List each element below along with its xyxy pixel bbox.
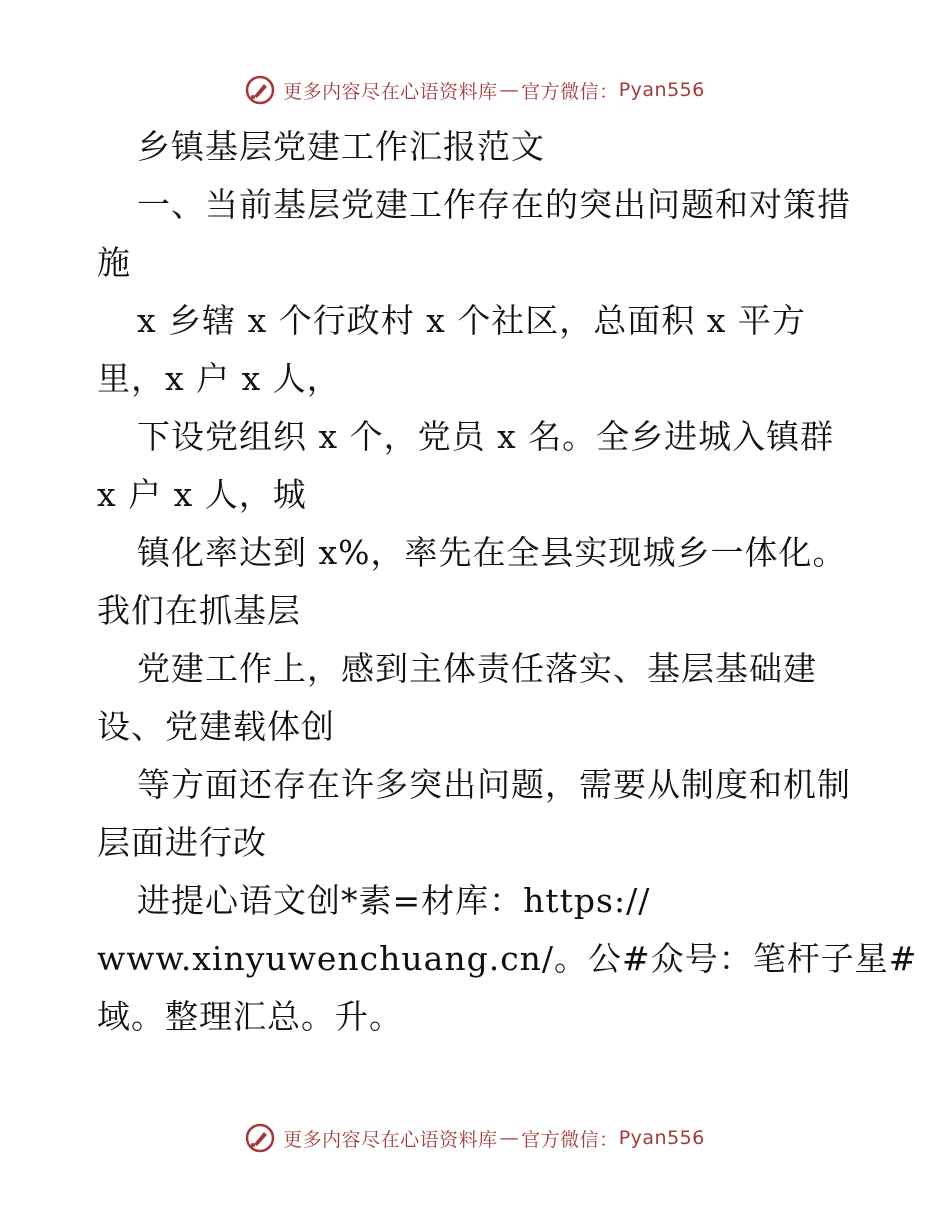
text-line: 我们在抓基层 bbox=[97, 591, 301, 630]
footer-banner bbox=[0, 1118, 950, 1158]
banner-wechat-label: 官方微信： bbox=[521, 80, 619, 103]
banner-text: 更多内容尽在心语资料库 bbox=[283, 1128, 498, 1151]
pen-nib-icon bbox=[245, 75, 275, 105]
section-heading: 一、当前基层党建工作存在的突出问题和对策措 bbox=[137, 185, 851, 224]
text-line: 施 bbox=[97, 243, 131, 282]
text-line: 等方面还存在许多突出问题，需要从制度和机制 bbox=[137, 765, 851, 804]
pen-nib-icon bbox=[245, 1123, 275, 1153]
banner-separator: — bbox=[499, 1127, 520, 1149]
text-line: 党建工作上，感到主体责任落实、基层基础建 bbox=[137, 649, 817, 688]
text-line: 设、党建载体创 bbox=[97, 707, 335, 746]
banner-wechat-label: 官方微信： bbox=[521, 1128, 619, 1151]
text-line: 层面进行改 bbox=[97, 823, 267, 862]
text-line: 镇化率达到 x%，率先在全县实现城乡一体化。 bbox=[137, 533, 847, 572]
text-line: 里，x 户 x 人， bbox=[97, 359, 341, 398]
banner-wechat-id: Pyan556 bbox=[618, 1127, 705, 1149]
text-line: 域。整理汇总。升。 bbox=[97, 997, 403, 1036]
text-line: www.xinyuwenchuang.cn/。公#众号：笔杆子星# bbox=[97, 939, 918, 978]
document-body bbox=[97, 118, 918, 1046]
text-line: x 乡辖 x 个行政村 x 个社区，总面积 x 平方 bbox=[137, 301, 806, 340]
text-line: 进提心语文创*素=材库：https:// bbox=[137, 881, 651, 920]
banner-wechat-id: Pyan556 bbox=[618, 79, 705, 101]
text-line: 下设党组织 x 个，党员 x 名。全乡进城入镇群 bbox=[137, 417, 835, 456]
header-banner bbox=[0, 70, 950, 110]
text-line: x 户 x 人，城 bbox=[97, 475, 307, 514]
document-title: 乡镇基层党建工作汇报范文 bbox=[137, 127, 545, 166]
banner-text: 更多内容尽在心语资料库 bbox=[283, 80, 498, 103]
banner-separator: — bbox=[499, 79, 520, 101]
